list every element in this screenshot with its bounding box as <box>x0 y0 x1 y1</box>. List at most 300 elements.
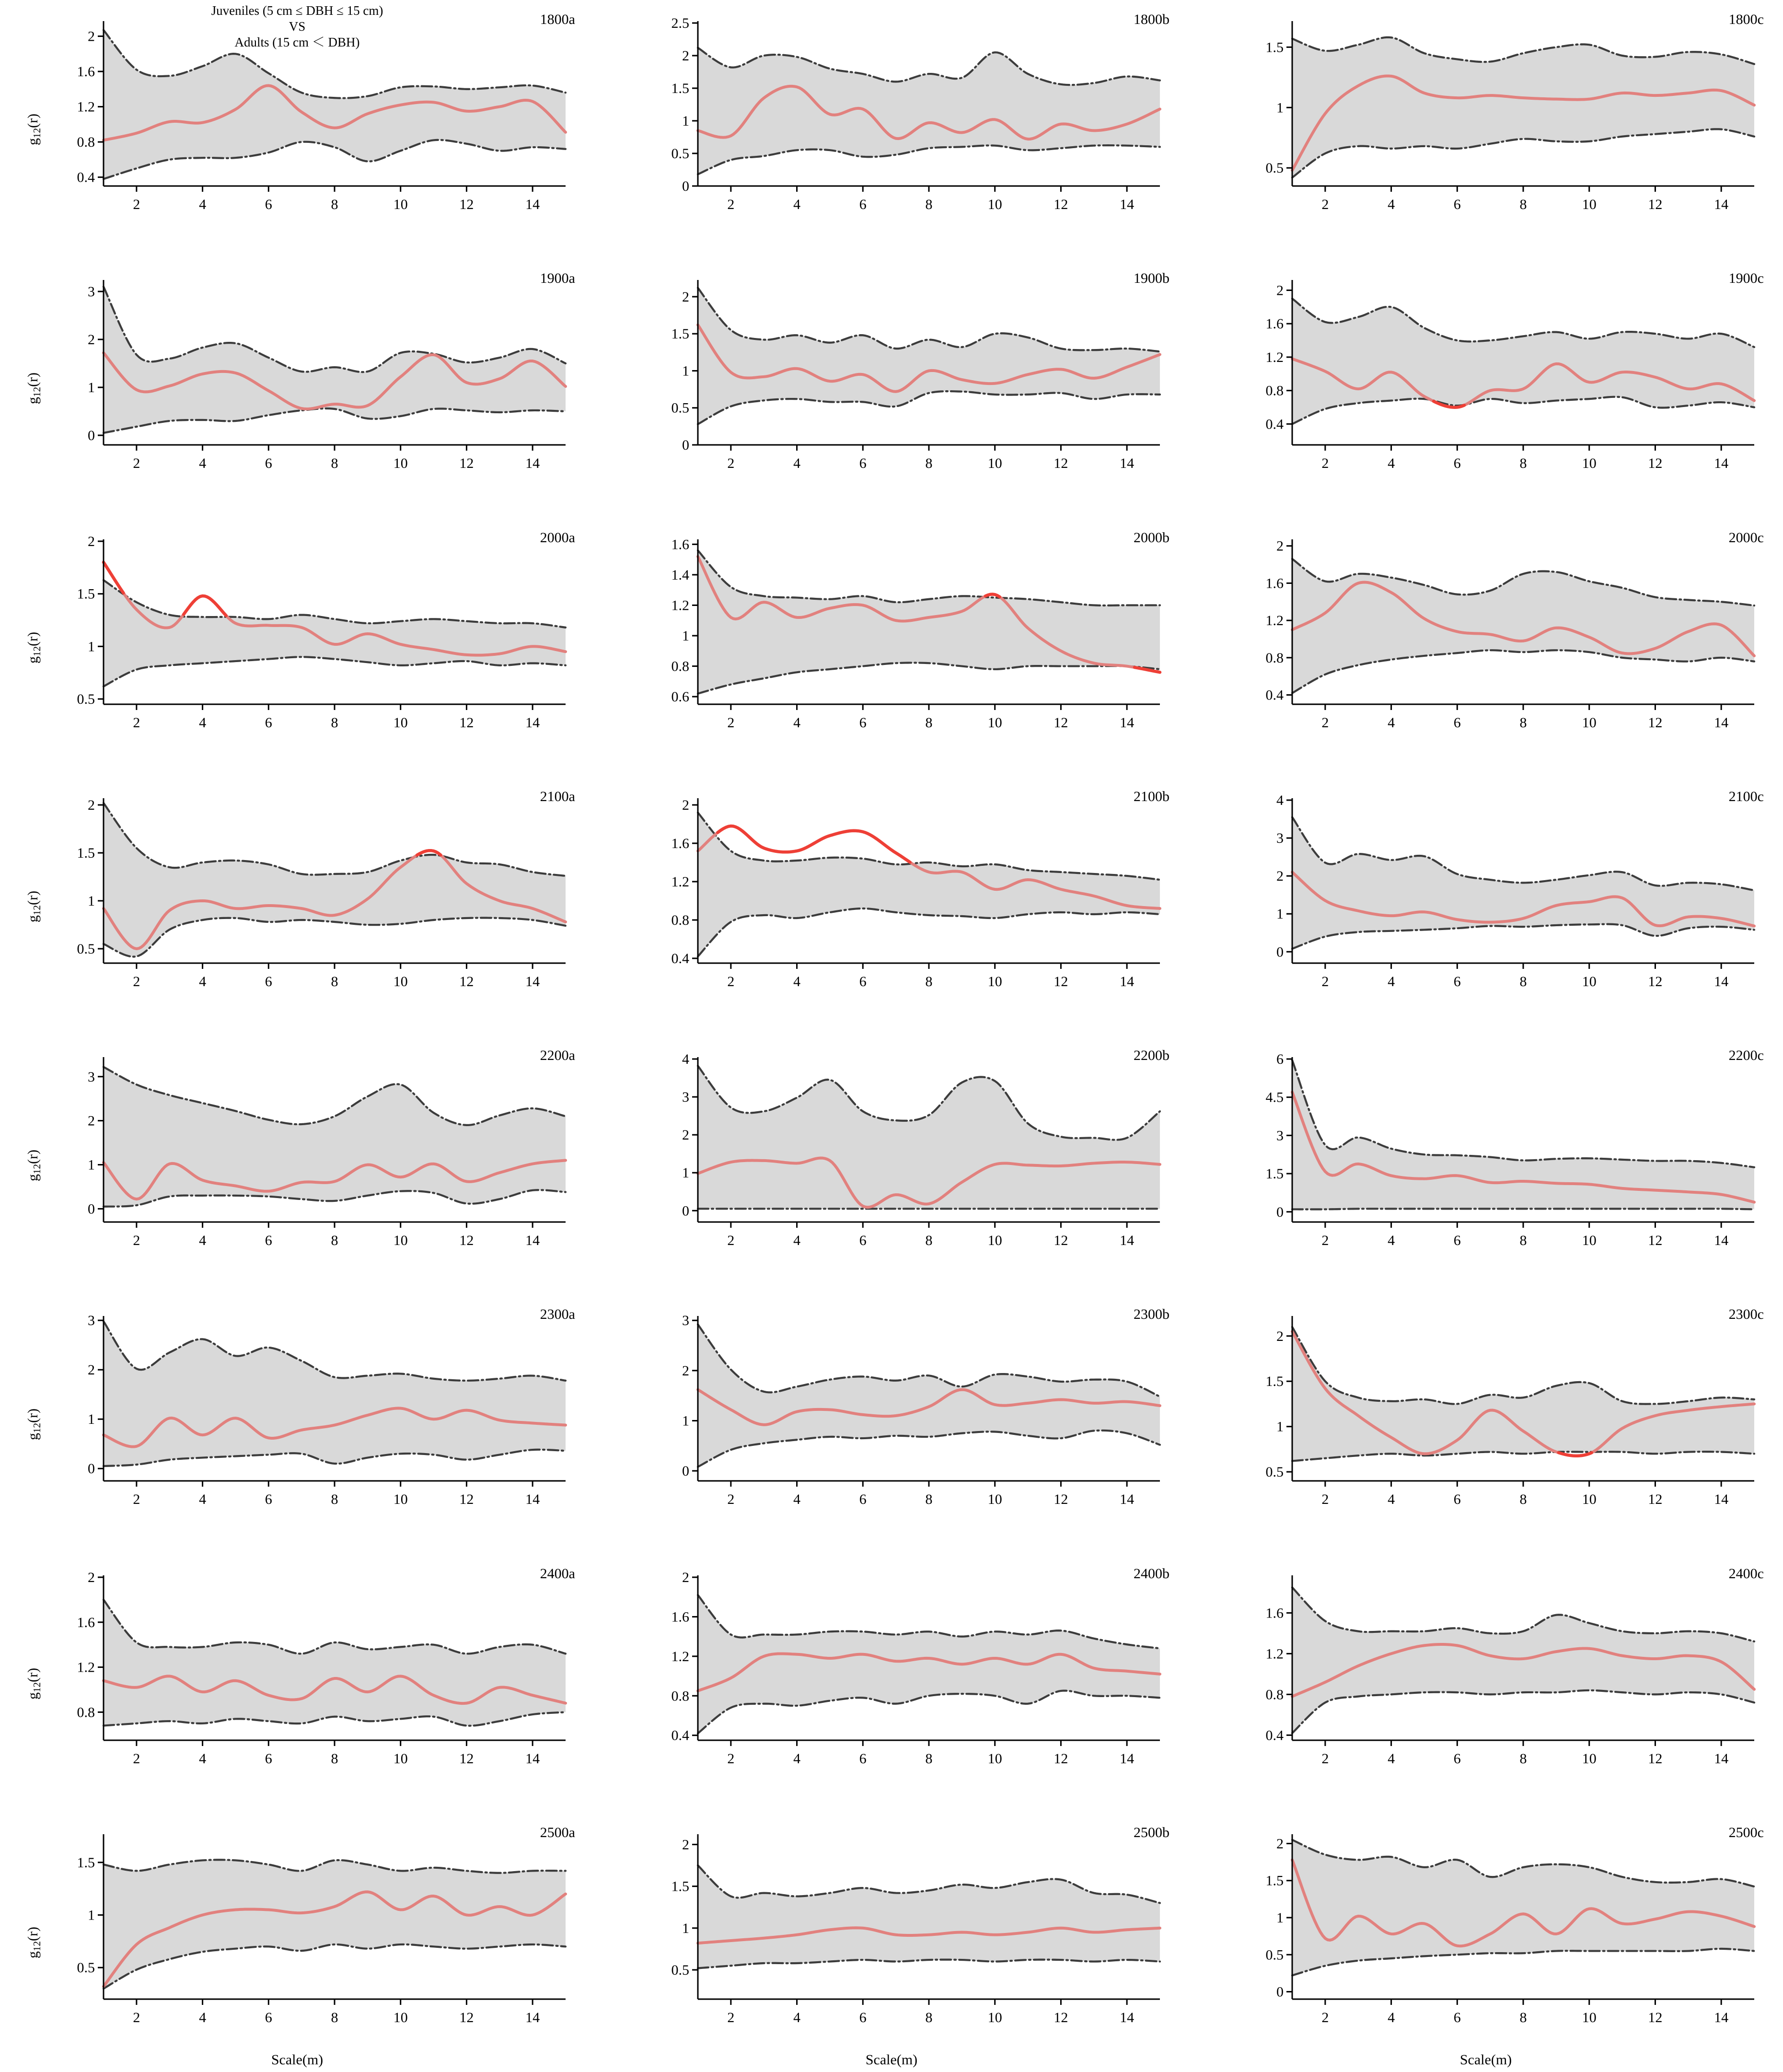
svg-text:8: 8 <box>1519 455 1527 472</box>
svg-text:0: 0 <box>88 428 95 444</box>
svg-text:6: 6 <box>1276 1051 1284 1067</box>
plot-area <box>1261 14 1759 216</box>
chart-panel-2400a <box>0 1554 594 1813</box>
svg-text:4: 4 <box>199 1750 207 1767</box>
svg-text:14: 14 <box>1120 1491 1135 1508</box>
svg-text:10: 10 <box>987 714 1002 731</box>
svg-text:8: 8 <box>1519 1233 1527 1248</box>
svg-text:6: 6 <box>859 197 867 212</box>
svg-text:12: 12 <box>459 1750 474 1767</box>
svg-text:10: 10 <box>393 1233 408 1248</box>
svg-text:2: 2 <box>727 973 735 989</box>
svg-text:1.5: 1.5 <box>1265 1873 1284 1889</box>
svg-text:10: 10 <box>987 197 1002 212</box>
svg-text:12: 12 <box>1054 197 1068 212</box>
svg-text:10: 10 <box>987 1491 1002 1508</box>
svg-text:10: 10 <box>1582 197 1597 212</box>
svg-text:10: 10 <box>393 973 408 989</box>
chart-svg <box>1261 533 1759 734</box>
svg-text:14: 14 <box>1120 973 1135 989</box>
panel-title: 2400c <box>1728 1565 1764 1582</box>
y-axis-label <box>25 1927 43 1958</box>
chart-panel-2000c <box>1189 518 1783 777</box>
plot-area <box>666 273 1165 475</box>
svg-text:6: 6 <box>265 714 272 731</box>
plot-area <box>72 1569 570 1770</box>
svg-text:4: 4 <box>793 455 801 472</box>
svg-text:12: 12 <box>459 2009 474 2025</box>
svg-text:0: 0 <box>1276 1984 1284 2000</box>
svg-text:8: 8 <box>925 455 933 472</box>
svg-text:4: 4 <box>793 1750 801 1767</box>
svg-text:3: 3 <box>682 1313 689 1329</box>
svg-text:2: 2 <box>133 1750 140 1767</box>
svg-text:2: 2 <box>1321 2009 1329 2025</box>
y-axis-label-main: g <box>24 1433 41 1441</box>
svg-text:14: 14 <box>1714 1233 1729 1248</box>
svg-text:2: 2 <box>1276 1836 1284 1852</box>
svg-text:14: 14 <box>525 1233 540 1248</box>
svg-text:2: 2 <box>88 533 95 549</box>
chart-svg <box>72 533 570 734</box>
svg-text:14: 14 <box>525 1491 540 1508</box>
svg-text:2: 2 <box>133 197 140 212</box>
plot-area <box>666 14 1165 216</box>
plot-area <box>72 1050 570 1252</box>
svg-text:6: 6 <box>1453 1750 1461 1767</box>
panel-title: 2300c <box>1728 1306 1764 1323</box>
svg-text:4: 4 <box>1276 792 1284 808</box>
svg-text:6: 6 <box>265 973 272 989</box>
svg-text:2: 2 <box>682 289 689 305</box>
plot-area <box>1261 1569 1759 1770</box>
svg-text:8: 8 <box>925 973 933 989</box>
chart-svg <box>72 1828 570 2029</box>
y-axis-label <box>25 1150 43 1181</box>
svg-text:0.5: 0.5 <box>77 941 95 957</box>
svg-text:0: 0 <box>1276 1204 1284 1220</box>
svg-text:4: 4 <box>1388 1233 1395 1248</box>
svg-text:0.4: 0.4 <box>1265 1727 1284 1743</box>
svg-text:10: 10 <box>1582 1233 1597 1248</box>
legend-line-1: VS <box>289 19 306 34</box>
y-axis-label-main: g <box>24 138 41 146</box>
svg-text:2: 2 <box>682 797 689 813</box>
chart-panel-2200b <box>594 1036 1189 1295</box>
svg-text:12: 12 <box>1648 973 1663 989</box>
svg-text:2: 2 <box>682 48 689 64</box>
panel-title: 2200c <box>1728 1048 1764 1063</box>
svg-text:10: 10 <box>1582 455 1597 472</box>
svg-text:8: 8 <box>925 1233 933 1248</box>
svg-text:10: 10 <box>987 1750 1002 1767</box>
svg-text:1: 1 <box>1276 100 1284 116</box>
svg-text:2: 2 <box>727 714 735 731</box>
svg-text:2: 2 <box>1276 282 1284 299</box>
svg-text:10: 10 <box>393 2009 408 2025</box>
panel-title: 2400b <box>1134 1565 1169 1582</box>
svg-text:10: 10 <box>1582 714 1597 731</box>
svg-text:14: 14 <box>1714 455 1729 472</box>
legend-line-2: Adults (15 cm ＜ DBH) <box>234 35 360 49</box>
panel-title: 2500c <box>1728 1824 1764 1840</box>
y-axis-label <box>25 114 43 145</box>
y-axis-label <box>25 1408 43 1440</box>
svg-text:0: 0 <box>88 1201 95 1217</box>
chart-panel-2500a <box>0 1813 594 2072</box>
svg-text:1.4: 1.4 <box>671 567 689 583</box>
svg-text:1.5: 1.5 <box>671 81 689 96</box>
svg-text:2: 2 <box>727 1233 735 1248</box>
svg-text:1: 1 <box>88 1157 95 1173</box>
svg-text:12: 12 <box>1054 973 1068 989</box>
plot-area <box>666 1050 1165 1252</box>
svg-text:4: 4 <box>1388 714 1395 731</box>
chart-svg <box>666 1828 1165 2029</box>
svg-text:3: 3 <box>1276 1128 1284 1144</box>
svg-text:6: 6 <box>1453 197 1461 212</box>
svg-text:14: 14 <box>1120 455 1135 472</box>
y-axis-label-tail: (r) <box>24 631 41 646</box>
y-axis-label-sub: 12 <box>31 646 43 656</box>
svg-text:1: 1 <box>682 1920 689 1936</box>
svg-text:0.8: 0.8 <box>1265 650 1284 666</box>
chart-svg <box>72 273 570 475</box>
svg-text:8: 8 <box>1519 973 1527 989</box>
svg-text:2: 2 <box>133 1491 140 1508</box>
svg-text:2: 2 <box>88 1569 95 1585</box>
svg-text:12: 12 <box>1054 1491 1068 1508</box>
panel-title: 1800a <box>540 12 575 27</box>
svg-text:1.2: 1.2 <box>77 1659 95 1676</box>
chart-panel-2100c <box>1189 777 1783 1036</box>
svg-text:8: 8 <box>331 714 338 731</box>
svg-text:12: 12 <box>1648 455 1663 472</box>
svg-text:8: 8 <box>1519 1491 1527 1508</box>
svg-text:2: 2 <box>1321 197 1329 212</box>
svg-text:12: 12 <box>1648 1750 1663 1767</box>
svg-text:12: 12 <box>459 197 474 212</box>
svg-text:0.5: 0.5 <box>77 691 95 707</box>
chart-svg <box>1261 14 1759 216</box>
svg-text:1.5: 1.5 <box>77 1854 95 1871</box>
svg-text:0.4: 0.4 <box>1265 416 1284 432</box>
svg-text:6: 6 <box>265 1233 272 1248</box>
svg-text:12: 12 <box>459 973 474 989</box>
svg-text:12: 12 <box>1054 1233 1068 1248</box>
svg-text:1.5: 1.5 <box>1265 1166 1284 1182</box>
plot-area <box>1261 1050 1759 1252</box>
svg-text:2: 2 <box>682 1363 689 1379</box>
panel-title: 1800c <box>1728 12 1764 27</box>
chart-svg <box>666 1309 1165 1511</box>
svg-text:1.5: 1.5 <box>77 845 95 861</box>
svg-text:1: 1 <box>1276 1909 1284 1926</box>
svg-text:14: 14 <box>1714 197 1729 212</box>
svg-text:1: 1 <box>682 1165 689 1181</box>
svg-text:8: 8 <box>1519 714 1527 731</box>
svg-text:10: 10 <box>393 197 408 212</box>
chart-svg <box>666 14 1165 216</box>
svg-text:14: 14 <box>525 455 540 472</box>
svg-text:1: 1 <box>682 113 689 129</box>
svg-text:1: 1 <box>1276 906 1284 922</box>
y-axis-label-tail: (r) <box>24 1150 41 1164</box>
svg-text:4: 4 <box>199 1233 207 1248</box>
svg-text:1.6: 1.6 <box>1265 1605 1284 1621</box>
svg-text:0: 0 <box>682 178 689 194</box>
svg-text:6: 6 <box>859 455 867 472</box>
svg-text:6: 6 <box>859 714 867 731</box>
svg-text:2: 2 <box>133 455 140 472</box>
svg-text:14: 14 <box>525 714 540 731</box>
svg-text:0.5: 0.5 <box>1265 1947 1284 1963</box>
svg-text:12: 12 <box>1648 197 1663 212</box>
y-axis-label-main: g <box>24 1951 41 1958</box>
svg-text:4.5: 4.5 <box>1265 1089 1284 1106</box>
svg-text:2.5: 2.5 <box>671 15 689 31</box>
svg-text:4: 4 <box>1388 1750 1395 1767</box>
chart-svg <box>72 1569 570 1770</box>
svg-text:8: 8 <box>331 197 338 212</box>
svg-text:0.8: 0.8 <box>1265 1686 1284 1702</box>
svg-text:4: 4 <box>793 973 801 989</box>
chart-svg <box>666 1569 1165 1770</box>
plot-area <box>666 1569 1165 1770</box>
svg-text:0: 0 <box>1276 944 1284 960</box>
svg-text:14: 14 <box>1120 1750 1135 1767</box>
svg-text:0.8: 0.8 <box>671 912 689 928</box>
svg-text:6: 6 <box>1453 2009 1461 2025</box>
svg-text:4: 4 <box>199 2009 207 2025</box>
panel-title: 2200a <box>540 1048 575 1063</box>
svg-text:14: 14 <box>525 1750 540 1767</box>
svg-text:6: 6 <box>265 2009 272 2025</box>
y-axis-label-main: g <box>24 397 41 405</box>
y-axis-label-sub: 12 <box>31 905 43 915</box>
svg-text:4: 4 <box>1388 2009 1395 2025</box>
svg-text:12: 12 <box>1054 1750 1068 1767</box>
svg-text:4: 4 <box>199 1491 207 1508</box>
y-axis-label-main: g <box>24 656 41 664</box>
plot-area <box>1261 533 1759 734</box>
y-axis-label-sub: 12 <box>31 1682 43 1692</box>
svg-text:1: 1 <box>88 380 95 396</box>
svg-text:2: 2 <box>727 2009 735 2025</box>
svg-text:4: 4 <box>199 714 207 731</box>
chart-panel-1900b <box>594 259 1189 518</box>
svg-text:6: 6 <box>859 1750 867 1767</box>
svg-text:8: 8 <box>925 1750 933 1767</box>
svg-text:1: 1 <box>682 628 689 644</box>
y-axis-label-tail: (r) <box>24 890 41 905</box>
chart-svg <box>1261 1828 1759 2029</box>
chart-svg <box>72 792 570 993</box>
svg-text:8: 8 <box>331 2009 338 2025</box>
svg-text:10: 10 <box>393 1750 408 1767</box>
svg-text:0.4: 0.4 <box>77 169 95 186</box>
svg-text:0.5: 0.5 <box>77 1959 95 1976</box>
svg-text:14: 14 <box>1120 2009 1135 2025</box>
svg-text:1.2: 1.2 <box>671 597 689 613</box>
svg-text:12: 12 <box>459 1233 474 1248</box>
svg-text:3: 3 <box>88 1313 95 1329</box>
svg-text:0.5: 0.5 <box>671 146 689 162</box>
svg-text:1.2: 1.2 <box>1265 349 1284 366</box>
svg-text:1.6: 1.6 <box>77 64 95 80</box>
plot-area <box>666 1309 1165 1511</box>
chart-panel-2200c <box>1189 1036 1783 1295</box>
svg-text:2: 2 <box>133 714 140 731</box>
chart-svg <box>1261 1309 1759 1511</box>
plot-area <box>72 533 570 734</box>
chart-panel-2300b <box>594 1295 1189 1554</box>
plot-area <box>72 1309 570 1511</box>
panel-title: 1800b <box>1134 12 1169 27</box>
svg-text:2: 2 <box>88 797 95 813</box>
svg-text:1.2: 1.2 <box>671 873 689 890</box>
svg-text:8: 8 <box>331 1491 338 1508</box>
svg-text:6: 6 <box>1453 973 1461 989</box>
svg-text:6: 6 <box>265 1491 272 1508</box>
y-axis-label-tail: (r) <box>24 1408 41 1423</box>
svg-text:4: 4 <box>199 197 207 212</box>
y-axis-label-sub: 12 <box>31 128 43 139</box>
plot-area <box>72 1828 570 2029</box>
svg-text:2: 2 <box>88 1113 95 1129</box>
plot-area <box>1261 792 1759 993</box>
y-axis-label <box>25 891 43 922</box>
chart-svg <box>666 1050 1165 1252</box>
svg-text:1.6: 1.6 <box>671 835 689 851</box>
y-axis-label-tail: (r) <box>24 1667 41 1682</box>
panel-title: 2100a <box>540 788 575 804</box>
svg-text:8: 8 <box>925 1491 933 1508</box>
svg-text:2: 2 <box>88 332 95 348</box>
svg-text:10: 10 <box>393 1491 408 1508</box>
svg-text:1.6: 1.6 <box>671 1608 689 1625</box>
panel-title: 2400a <box>540 1565 575 1582</box>
svg-text:4: 4 <box>1388 455 1395 472</box>
svg-text:3: 3 <box>88 284 95 300</box>
svg-text:1.2: 1.2 <box>77 99 95 115</box>
svg-text:2: 2 <box>1321 1233 1329 1248</box>
panel-title: 1900b <box>1134 270 1169 287</box>
plot-area <box>72 792 570 993</box>
svg-text:0.8: 0.8 <box>1265 383 1284 399</box>
chart-panel-2200a <box>0 1036 594 1295</box>
svg-text:4: 4 <box>682 1051 689 1067</box>
chart-panel-2400c <box>1189 1554 1783 1813</box>
svg-text:8: 8 <box>331 1750 338 1767</box>
svg-text:14: 14 <box>525 2009 540 2025</box>
plot-area <box>666 792 1165 993</box>
chart-panel-2100a <box>0 777 594 1036</box>
svg-text:2: 2 <box>88 28 95 45</box>
svg-text:2: 2 <box>1321 1750 1329 1767</box>
svg-text:10: 10 <box>1582 2009 1597 2025</box>
svg-text:2: 2 <box>88 1362 95 1378</box>
svg-text:12: 12 <box>1648 2009 1663 2025</box>
svg-text:1.6: 1.6 <box>77 1614 95 1630</box>
y-axis-label-tail: (r) <box>24 372 41 387</box>
chart-svg <box>1261 1569 1759 1770</box>
svg-text:6: 6 <box>859 1491 867 1508</box>
chart-panel-1900a <box>0 259 594 518</box>
svg-text:0.8: 0.8 <box>77 1704 95 1720</box>
y-axis-label-tail: (r) <box>24 114 41 128</box>
panel-title: 2000c <box>1728 529 1764 546</box>
plot-area <box>72 273 570 475</box>
x-axis-label: Scale(m) <box>865 2052 918 2068</box>
panel-title: 2500a <box>540 1824 575 1840</box>
chart-panel-1800a <box>0 0 594 259</box>
svg-text:14: 14 <box>1714 1491 1729 1508</box>
svg-text:2: 2 <box>133 1233 140 1248</box>
svg-text:0: 0 <box>682 1203 689 1219</box>
svg-text:3: 3 <box>682 1089 689 1106</box>
svg-text:6: 6 <box>1453 1491 1461 1508</box>
svg-text:8: 8 <box>925 714 933 731</box>
svg-text:6: 6 <box>1453 1233 1461 1248</box>
svg-text:2: 2 <box>1321 714 1329 731</box>
y-axis-label-sub: 12 <box>31 1941 43 1951</box>
svg-text:14: 14 <box>1120 1233 1135 1248</box>
svg-text:1: 1 <box>682 1413 689 1429</box>
svg-text:12: 12 <box>459 455 474 472</box>
chart-svg <box>666 533 1165 734</box>
plot-area <box>1261 1309 1759 1511</box>
svg-text:12: 12 <box>1648 714 1663 731</box>
svg-text:14: 14 <box>1714 2009 1729 2025</box>
svg-text:8: 8 <box>925 2009 933 2025</box>
chart-svg <box>72 1050 570 1252</box>
svg-text:4: 4 <box>199 455 207 472</box>
svg-text:14: 14 <box>1714 973 1729 989</box>
chart-panel-1900c <box>1189 259 1783 518</box>
panel-title: 2000b <box>1134 529 1169 546</box>
chart-svg <box>1261 1050 1759 1252</box>
svg-text:1.6: 1.6 <box>1265 316 1284 332</box>
chart-panel-2000a <box>0 518 594 777</box>
svg-text:10: 10 <box>393 714 408 731</box>
svg-text:2: 2 <box>1321 1491 1329 1508</box>
plot-area <box>666 1828 1165 2029</box>
svg-text:14: 14 <box>525 973 540 989</box>
svg-text:8: 8 <box>925 197 933 212</box>
svg-text:0.4: 0.4 <box>671 950 689 966</box>
svg-text:0.8: 0.8 <box>671 658 689 675</box>
svg-text:0.5: 0.5 <box>1265 1464 1284 1480</box>
panel-title: 2500b <box>1134 1824 1169 1840</box>
svg-text:1: 1 <box>1276 1419 1284 1435</box>
svg-text:2: 2 <box>727 197 735 212</box>
svg-text:1: 1 <box>88 893 95 909</box>
svg-text:1: 1 <box>682 363 689 379</box>
svg-text:14: 14 <box>525 197 540 212</box>
y-axis-label <box>25 1668 43 1700</box>
svg-text:8: 8 <box>331 455 338 472</box>
svg-text:2: 2 <box>1276 538 1284 554</box>
svg-text:12: 12 <box>1054 2009 1068 2025</box>
plot-area <box>1261 273 1759 475</box>
svg-text:4: 4 <box>199 973 207 989</box>
svg-text:1: 1 <box>88 1411 95 1428</box>
svg-text:8: 8 <box>331 1233 338 1248</box>
svg-text:6: 6 <box>1453 455 1461 472</box>
svg-text:0.5: 0.5 <box>671 400 689 416</box>
panel-title: 2100c <box>1728 788 1764 804</box>
